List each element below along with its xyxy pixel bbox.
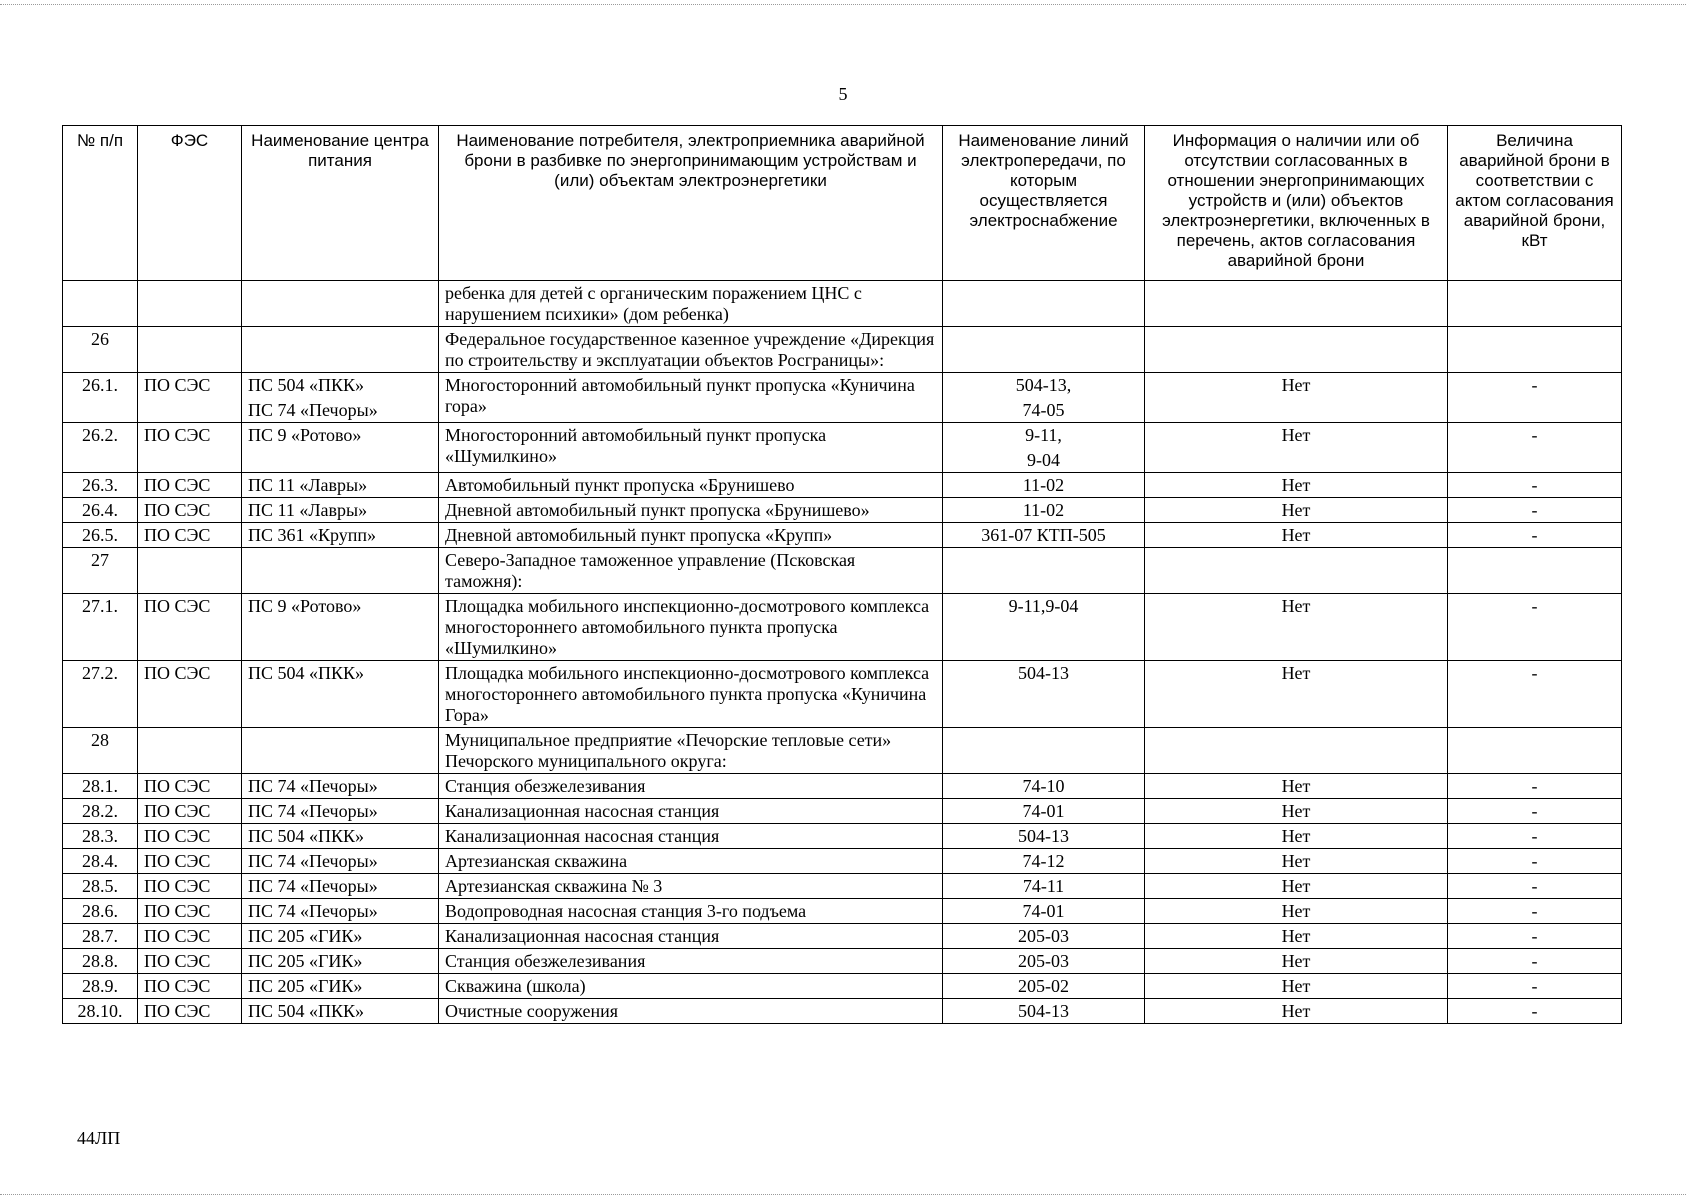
power-center-name: ПС 74 «Печоры»	[248, 901, 378, 921]
power-line-code: 9-11,	[1025, 425, 1062, 445]
row-power-lines	[943, 327, 1145, 373]
power-line-code: 74-05	[1022, 400, 1065, 420]
row-power-center	[242, 774, 439, 799]
row-fes: ПО СЭС	[138, 594, 242, 661]
power-line-code: 11-02	[1022, 500, 1065, 520]
row-number: 27	[63, 548, 138, 594]
row-power-center	[242, 523, 439, 548]
row-power-lines	[943, 281, 1145, 327]
row-power-lines	[943, 874, 1145, 899]
power-center-name: ПС 74 «Печоры»	[248, 776, 378, 796]
row-agreement-info: Нет	[1145, 874, 1448, 899]
row-fes	[138, 327, 242, 373]
table-row	[63, 999, 1622, 1024]
row-number: 26.3.	[63, 473, 138, 498]
row-consumer: Северо-Западное таможенное управление (Псковская таможня):	[439, 548, 943, 594]
table-row	[63, 824, 1622, 849]
row-consumer: Канализационная насосная станция	[439, 824, 943, 849]
row-power-center	[242, 548, 439, 594]
row-number: 28.7.	[63, 924, 138, 949]
table-row	[63, 594, 1622, 661]
row-number: 28.8.	[63, 949, 138, 974]
row-reserve-value: -	[1448, 473, 1622, 498]
row-power-center	[242, 594, 439, 661]
row-number: 26.1.	[63, 373, 138, 423]
row-reserve-value	[1448, 327, 1622, 373]
row-fes: ПО СЭС	[138, 824, 242, 849]
row-power-center	[242, 999, 439, 1024]
row-fes: ПО СЭС	[138, 899, 242, 924]
row-reserve-value: -	[1448, 949, 1622, 974]
power-center-name: ПС 74 «Печоры»	[248, 851, 378, 871]
row-power-lines	[943, 661, 1145, 728]
row-agreement-info: Нет	[1145, 498, 1448, 523]
row-consumer: Многосторонний автомобильный пункт пропуска «Куничина гора»	[439, 373, 943, 423]
power-line-code: 74-10	[1022, 776, 1065, 796]
row-number: 26	[63, 327, 138, 373]
row-power-lines	[943, 548, 1145, 594]
power-center-name: ПС 205 «ГИК»	[248, 926, 363, 946]
power-center-name: ПС 504 «ПКК»	[248, 826, 365, 846]
row-number: 26.4.	[63, 498, 138, 523]
table-row	[63, 974, 1622, 999]
row-consumer: Артезианская скважина	[439, 849, 943, 874]
row-reserve-value: -	[1448, 661, 1622, 728]
row-fes: ПО СЭС	[138, 924, 242, 949]
header-reserve-value: Величина аварийной брони в соответствии с актом согласования аварийной брони, кВт	[1448, 126, 1622, 281]
row-fes	[138, 281, 242, 327]
table-group-row	[63, 728, 1622, 774]
header-agreement-info: Информация о наличии или об отсутствии согласованных в отношении энергопринимающих устройств и (или) объектов электроэнергетики, включенных в перечень, актов согласования аварийной брони	[1145, 126, 1448, 281]
row-consumer: Артезианская скважина № 3	[439, 874, 943, 899]
row-consumer: Федеральное государственное казенное учреждение «Дирекция по строительству и эксплуатации объектов Росграницы»:	[439, 327, 943, 373]
row-number: 26.5.	[63, 523, 138, 548]
row-power-center	[242, 949, 439, 974]
row-reserve-value: -	[1448, 874, 1622, 899]
row-power-center	[242, 924, 439, 949]
row-consumer: Дневной автомобильный пункт пропуска «Брунишево»	[439, 498, 943, 523]
row-power-center	[242, 849, 439, 874]
row-power-lines	[943, 728, 1145, 774]
row-power-lines	[943, 899, 1145, 924]
row-agreement-info: Нет	[1145, 799, 1448, 824]
power-center-name: ПС 74 «Печоры»	[248, 400, 378, 420]
power-center-name: ПС 74 «Печоры»	[248, 876, 378, 896]
row-fes: ПО СЭС	[138, 373, 242, 423]
row-fes: ПО СЭС	[138, 949, 242, 974]
table-row	[63, 874, 1622, 899]
row-power-lines	[943, 523, 1145, 548]
power-line-code: 74-01	[1022, 801, 1065, 821]
power-center-name: ПС 361 «Крупп»	[248, 525, 377, 545]
power-line-code: 504-13,	[1015, 375, 1072, 395]
row-reserve-value: -	[1448, 799, 1622, 824]
row-agreement-info: Нет	[1145, 824, 1448, 849]
row-agreement-info: Нет	[1145, 999, 1448, 1024]
table-row	[63, 899, 1622, 924]
row-number: 28.3.	[63, 824, 138, 849]
power-line-code: 205-02	[1018, 976, 1069, 996]
row-consumer: Автомобильный пункт пропуска «Брунишево	[439, 473, 943, 498]
power-line-code: 74-11	[1022, 876, 1065, 896]
row-fes: ПО СЭС	[138, 999, 242, 1024]
power-center-name: ПС 11 «Лавры»	[248, 475, 368, 495]
table-body	[63, 281, 1622, 1024]
row-fes: ПО СЭС	[138, 473, 242, 498]
row-consumer: Станция обезжелезивания	[439, 774, 943, 799]
row-consumer: Очистные сооружения	[439, 999, 943, 1024]
header-number: № п/п	[63, 126, 138, 281]
row-number: 27.1.	[63, 594, 138, 661]
row-agreement-info: Нет	[1145, 661, 1448, 728]
row-power-lines	[943, 924, 1145, 949]
row-power-center	[242, 661, 439, 728]
power-line-code: 504-13	[1018, 1001, 1069, 1021]
row-agreement-info: Нет	[1145, 523, 1448, 548]
row-reserve-value: -	[1448, 373, 1622, 423]
power-line-code: 361-07 КТП-505	[981, 525, 1106, 545]
row-consumer: Дневной автомобильный пункт пропуска «Крупп»	[439, 523, 943, 548]
table-row	[63, 473, 1622, 498]
row-consumer: Водопроводная насосная станция 3-го подъема	[439, 899, 943, 924]
row-reserve-value: -	[1448, 924, 1622, 949]
row-power-center	[242, 899, 439, 924]
row-agreement-info	[1145, 281, 1448, 327]
power-line-code: 74-12	[1022, 851, 1065, 871]
row-power-lines	[943, 774, 1145, 799]
row-power-center	[242, 473, 439, 498]
row-reserve-value: -	[1448, 423, 1622, 473]
table-row	[63, 523, 1622, 548]
row-reserve-value: -	[1448, 824, 1622, 849]
row-number: 28.1.	[63, 774, 138, 799]
power-line-code: 74-01	[1022, 901, 1065, 921]
row-agreement-info: Нет	[1145, 594, 1448, 661]
row-number: 28.2.	[63, 799, 138, 824]
row-fes: ПО СЭС	[138, 849, 242, 874]
power-center-name: ПС 504 «ПКК»	[248, 375, 365, 395]
row-consumer: Многосторонний автомобильный пункт пропуска «Шумилкино»	[439, 423, 943, 473]
emergency-reserve-table	[62, 125, 1622, 1024]
table-row	[63, 849, 1622, 874]
row-fes	[138, 548, 242, 594]
row-consumer: Канализационная насосная станция	[439, 799, 943, 824]
row-power-center	[242, 799, 439, 824]
row-consumer: Скважина (школа)	[439, 974, 943, 999]
row-power-lines	[943, 999, 1145, 1024]
row-power-lines	[943, 423, 1145, 473]
power-line-code: 205-03	[1018, 926, 1069, 946]
row-power-lines	[943, 473, 1145, 498]
header-fes: ФЭС	[138, 126, 242, 281]
row-consumer: Канализационная насосная станция	[439, 924, 943, 949]
row-number	[63, 281, 138, 327]
row-power-center	[242, 327, 439, 373]
table-group-row	[63, 327, 1622, 373]
row-fes: ПО СЭС	[138, 661, 242, 728]
row-reserve-value: -	[1448, 999, 1622, 1024]
row-number: 28.9.	[63, 974, 138, 999]
table-row	[63, 498, 1622, 523]
row-agreement-info: Нет	[1145, 949, 1448, 974]
row-power-center	[242, 874, 439, 899]
table-row	[63, 661, 1622, 728]
row-fes	[138, 728, 242, 774]
row-agreement-info: Нет	[1145, 899, 1448, 924]
row-number: 26.2.	[63, 423, 138, 473]
table-group-row	[63, 548, 1622, 594]
row-reserve-value: -	[1448, 498, 1622, 523]
row-power-lines	[943, 824, 1145, 849]
row-agreement-info: Нет	[1145, 774, 1448, 799]
power-line-code: 9-04	[1027, 450, 1060, 470]
header-power-center: Наименование центра питания	[242, 126, 439, 281]
document-code: 44ЛП	[77, 1128, 121, 1148]
power-center-name: ПС 74 «Печоры»	[248, 801, 378, 821]
row-power-center	[242, 423, 439, 473]
row-consumer: Площадка мобильного инспекционно-досмотрового комплекса многостороннего автомобильного пункта пропуска «Шумилкино»	[439, 594, 943, 661]
row-consumer: Муниципальное предприятие «Печорские тепловые сети» Печорского муниципального округа:	[439, 728, 943, 774]
row-power-lines	[943, 949, 1145, 974]
row-power-lines	[943, 849, 1145, 874]
power-center-name: ПС 9 «Ротово»	[248, 596, 362, 616]
row-fes: ПО СЭС	[138, 523, 242, 548]
row-power-lines	[943, 974, 1145, 999]
row-fes: ПО СЭС	[138, 774, 242, 799]
row-reserve-value	[1448, 728, 1622, 774]
row-reserve-value: -	[1448, 594, 1622, 661]
header-consumer: Наименование потребителя, электроприемника аварийной брони в разбивке по энергопринимающим устройствам и (или) объектам электроэнергетики	[439, 126, 943, 281]
row-agreement-info	[1145, 728, 1448, 774]
power-line-code: 504-13	[1018, 663, 1069, 683]
row-agreement-info	[1145, 327, 1448, 373]
power-line-code: 504-13	[1018, 826, 1069, 846]
row-reserve-value: -	[1448, 774, 1622, 799]
power-line-code: 205-03	[1018, 951, 1069, 971]
row-consumer: Площадка мобильного инспекционно-досмотрового комплекса многостороннего автомобильного пункта пропуска «Куничина Гора»	[439, 661, 943, 728]
row-fes: ПО СЭС	[138, 423, 242, 473]
row-power-lines	[943, 594, 1145, 661]
power-center-name: ПС 504 «ПКК»	[248, 663, 365, 683]
row-reserve-value	[1448, 548, 1622, 594]
row-number: 28.4.	[63, 849, 138, 874]
power-center-name: ПС 205 «ГИК»	[248, 951, 363, 971]
row-power-center	[242, 728, 439, 774]
row-number: 28.5.	[63, 874, 138, 899]
row-consumer: Станция обезжелезивания	[439, 949, 943, 974]
power-center-name: ПС 9 «Ротово»	[248, 425, 362, 445]
row-power-center	[242, 281, 439, 327]
row-number: 28.6.	[63, 899, 138, 924]
power-center-name: ПС 504 «ПКК»	[248, 1001, 365, 1021]
table-row	[63, 373, 1622, 423]
row-fes: ПО СЭС	[138, 498, 242, 523]
row-consumer: ребенка для детей с органическим поражением ЦНС с нарушением психики» (дом ребенка)	[439, 281, 943, 327]
table-row	[63, 774, 1622, 799]
row-agreement-info: Нет	[1145, 974, 1448, 999]
table-row	[63, 924, 1622, 949]
row-number: 27.2.	[63, 661, 138, 728]
power-line-code: 9-11,9-04	[1008, 596, 1079, 616]
row-agreement-info: Нет	[1145, 849, 1448, 874]
row-number: 28.10.	[63, 999, 138, 1024]
power-center-name: ПС 11 «Лавры»	[248, 500, 368, 520]
row-power-lines	[943, 373, 1145, 423]
row-number: 28	[63, 728, 138, 774]
row-reserve-value: -	[1448, 523, 1622, 548]
scan-bottom-edge	[0, 1194, 1686, 1196]
row-power-center	[242, 373, 439, 423]
row-reserve-value: -	[1448, 899, 1622, 924]
row-agreement-info: Нет	[1145, 373, 1448, 423]
row-power-lines	[943, 799, 1145, 824]
row-power-center	[242, 824, 439, 849]
table-header-row	[63, 126, 1622, 281]
row-reserve-value: -	[1448, 974, 1622, 999]
header-power-lines: Наименование линий электропередачи, по которым осуществляется электроснабжение	[943, 126, 1145, 281]
row-agreement-info: Нет	[1145, 473, 1448, 498]
scan-top-edge	[0, 4, 1686, 6]
table-row	[63, 423, 1622, 473]
row-reserve-value: -	[1448, 849, 1622, 874]
row-agreement-info: Нет	[1145, 423, 1448, 473]
row-reserve-value	[1448, 281, 1622, 327]
power-center-name: ПС 205 «ГИК»	[248, 976, 363, 996]
row-fes: ПО СЭС	[138, 974, 242, 999]
row-fes: ПО СЭС	[138, 874, 242, 899]
row-power-lines	[943, 498, 1145, 523]
table-row	[63, 281, 1622, 327]
page-number: 5	[838, 84, 848, 104]
row-power-center	[242, 498, 439, 523]
table-row	[63, 949, 1622, 974]
power-line-code: 11-02	[1022, 475, 1065, 495]
row-power-center	[242, 974, 439, 999]
row-agreement-info: Нет	[1145, 924, 1448, 949]
table-row	[63, 799, 1622, 824]
row-fes: ПО СЭС	[138, 799, 242, 824]
row-agreement-info	[1145, 548, 1448, 594]
